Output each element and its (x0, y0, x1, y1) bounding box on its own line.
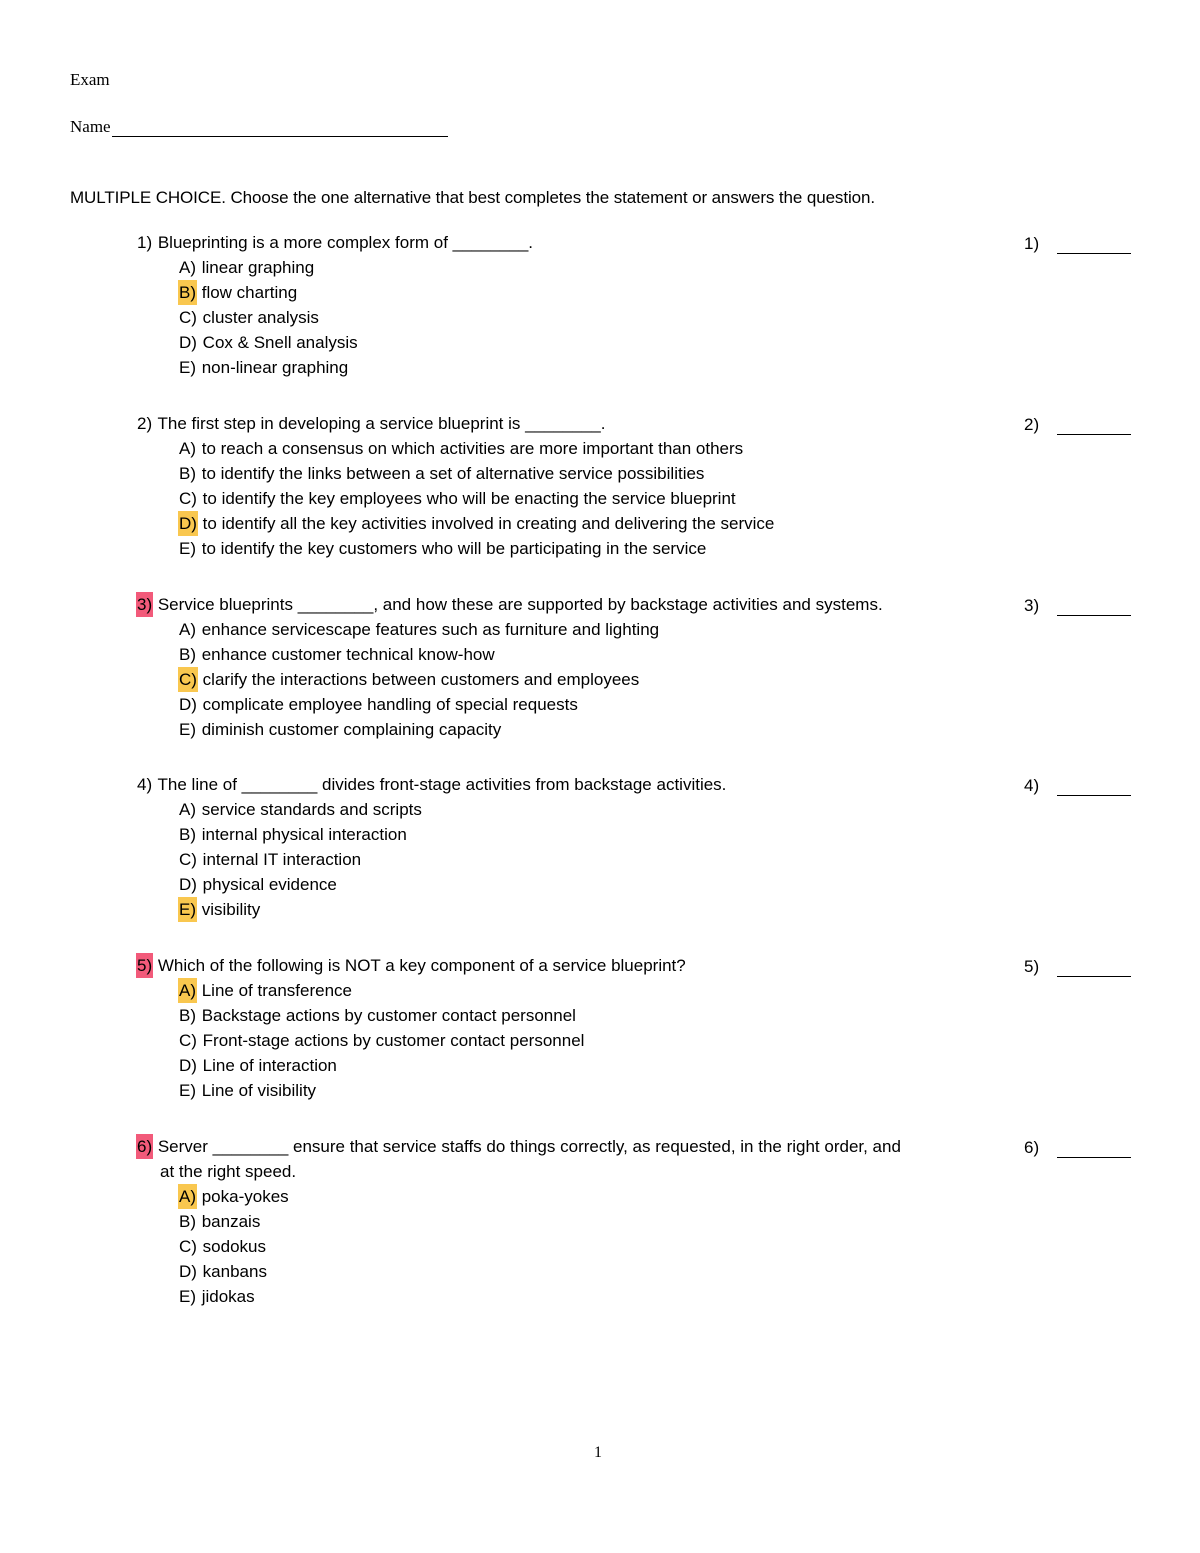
option-letter-highlighted: E) (178, 897, 197, 922)
option-b (178, 642, 659, 667)
option-text: enhance servicescape features such as furniture and lighting (197, 620, 660, 639)
option-text: Line of transference (197, 981, 352, 1000)
answer-line (1057, 414, 1131, 435)
question-number: 4) (137, 775, 153, 794)
option-letter: E) (179, 1081, 196, 1100)
option-text: to identify the key employees who will be enacting the service blueprint (197, 489, 736, 508)
option-c (178, 847, 422, 872)
option-letter: E) (179, 1287, 196, 1306)
option-text: complicate employee handling of special requests (197, 695, 578, 714)
option-letter: E) (179, 720, 196, 739)
option-letter: A) (179, 258, 196, 277)
options-list (178, 1184, 289, 1309)
name-blank-line (112, 120, 448, 137)
option-letter: A) (179, 439, 196, 458)
option-text: Cox & Snell analysis (197, 333, 358, 352)
option-text: physical evidence (197, 875, 337, 894)
instructions: MULTIPLE CHOICE. Choose the one alternative that best completes the statement or answers the question. (70, 188, 875, 207)
name-label: Name (70, 117, 111, 136)
option-a (178, 255, 358, 280)
answer-blank (1024, 956, 1131, 977)
option-e (178, 897, 422, 922)
answer-line (1057, 595, 1131, 616)
question-number: 2) (137, 414, 153, 433)
option-letter-highlighted: B) (178, 280, 197, 305)
option-text: to identify all the key activities involved in creating and delivering the service (197, 514, 775, 533)
option-letter: D) (179, 875, 197, 894)
option-b (178, 461, 774, 486)
option-text: service standards and scripts (197, 800, 422, 819)
option-b (178, 280, 358, 305)
answer-label: 5) (1024, 957, 1040, 976)
option-c (178, 1234, 289, 1259)
option-text: to reach a consensus on which activities are more important than others (197, 439, 744, 458)
exam-title: Exam (70, 70, 110, 89)
option-letter: B) (179, 645, 196, 664)
question-stem (136, 953, 996, 978)
option-letter: B) (179, 825, 196, 844)
answer-line (1057, 1137, 1131, 1158)
question-text: Service blueprints ________, and how these are supported by backstage activities and systems. (153, 595, 883, 614)
question-text: Blueprinting is a more complex form of ________. (153, 233, 533, 252)
option-text: jidokas (197, 1287, 255, 1306)
option-e (178, 536, 774, 561)
option-text: Backstage actions by customer contact personnel (197, 1006, 576, 1025)
question-number-highlighted: 5) (136, 953, 153, 978)
option-letter: C) (179, 1237, 197, 1256)
question-text-continued: at the right speed. (160, 1162, 297, 1181)
option-a (178, 797, 422, 822)
option-d (178, 872, 422, 897)
options-list (178, 255, 358, 380)
option-letter: D) (179, 1056, 197, 1075)
question-stem (136, 230, 996, 255)
options-list (178, 436, 774, 561)
option-letter: E) (179, 358, 196, 377)
option-letter-highlighted: D) (178, 511, 198, 536)
option-letter-highlighted: C) (178, 667, 198, 692)
option-c (178, 1028, 584, 1053)
option-a (178, 1184, 289, 1209)
option-letter: A) (179, 620, 196, 639)
options-list (178, 617, 659, 742)
answer-blank (1024, 233, 1131, 254)
option-text: flow charting (197, 283, 298, 302)
option-text: internal IT interaction (197, 850, 362, 869)
option-e (178, 1078, 584, 1103)
option-e (178, 717, 659, 742)
option-text: diminish customer complaining capacity (197, 720, 502, 739)
option-a (178, 617, 659, 642)
option-text: Line of interaction (197, 1056, 337, 1075)
question-stem (136, 772, 996, 797)
option-text: to identify the key customers who will be participating in the service (197, 539, 707, 558)
answer-line (1057, 775, 1131, 796)
option-b (178, 822, 422, 847)
option-text: kanbans (197, 1262, 267, 1281)
option-letter: C) (179, 850, 197, 869)
option-c (178, 486, 774, 511)
option-text: Line of visibility (197, 1081, 317, 1100)
answer-line (1057, 233, 1131, 254)
option-e (178, 1284, 289, 1309)
option-b (178, 1209, 289, 1234)
option-text: banzais (197, 1212, 261, 1231)
option-a (178, 978, 584, 1003)
answer-label: 4) (1024, 776, 1040, 795)
option-d (178, 1053, 584, 1078)
question-stem (136, 592, 996, 617)
answer-label: 1) (1024, 234, 1040, 253)
answer-label: 2) (1024, 415, 1040, 434)
option-c (178, 667, 659, 692)
option-letter-highlighted: A) (178, 978, 197, 1003)
question-number-highlighted: 3) (136, 592, 153, 617)
option-c (178, 305, 358, 330)
option-letter: C) (179, 308, 197, 327)
option-letter: A) (179, 800, 196, 819)
option-letter: D) (179, 695, 197, 714)
option-b (178, 1003, 584, 1028)
option-text: non-linear graphing (197, 358, 349, 377)
option-text: internal physical interaction (197, 825, 407, 844)
option-letter: E) (179, 539, 196, 558)
answer-label: 6) (1024, 1138, 1040, 1157)
option-a (178, 436, 774, 461)
option-letter-highlighted: A) (178, 1184, 197, 1209)
option-letter: C) (179, 489, 197, 508)
option-d (178, 511, 774, 536)
page-number: 1 (594, 1444, 602, 1461)
option-d (178, 1259, 289, 1284)
option-letter: D) (179, 1262, 197, 1281)
options-list (178, 978, 584, 1103)
question-text: Which of the following is NOT a key component of a service blueprint? (153, 956, 686, 975)
question-number: 1) (137, 233, 153, 252)
question-number-highlighted: 6) (136, 1134, 153, 1159)
option-d (178, 330, 358, 355)
answer-blank (1024, 1137, 1131, 1158)
option-text: linear graphing (197, 258, 315, 277)
option-letter: B) (179, 464, 196, 483)
option-text: poka-yokes (197, 1187, 289, 1206)
answer-blank (1024, 414, 1131, 435)
option-text: enhance customer technical know-how (197, 645, 495, 664)
option-text: sodokus (197, 1237, 266, 1256)
question-text: The line of ________ divides front-stage activities from backstage activities. (153, 775, 727, 794)
name-field (70, 117, 448, 137)
answer-blank (1024, 595, 1131, 616)
answer-label: 3) (1024, 596, 1040, 615)
answer-line (1057, 956, 1131, 977)
question-text: Server ________ ensure that service staffs do things correctly, as requested, in the right order, and (153, 1137, 901, 1156)
option-text: cluster analysis (197, 308, 319, 327)
question-stem (136, 1134, 996, 1184)
answer-blank (1024, 775, 1131, 796)
option-letter: C) (179, 1031, 197, 1050)
option-letter: D) (179, 333, 197, 352)
question-stem (136, 411, 996, 436)
option-text: Front-stage actions by customer contact personnel (197, 1031, 585, 1050)
option-e (178, 355, 358, 380)
option-letter: B) (179, 1006, 196, 1025)
options-list (178, 797, 422, 922)
option-d (178, 692, 659, 717)
option-text: to identify the links between a set of alternative service possibilities (197, 464, 705, 483)
option-text: visibility (197, 900, 261, 919)
question-text: The first step in developing a service blueprint is ________. (153, 414, 606, 433)
option-letter: B) (179, 1212, 196, 1231)
option-text: clarify the interactions between customers and employees (197, 670, 640, 689)
